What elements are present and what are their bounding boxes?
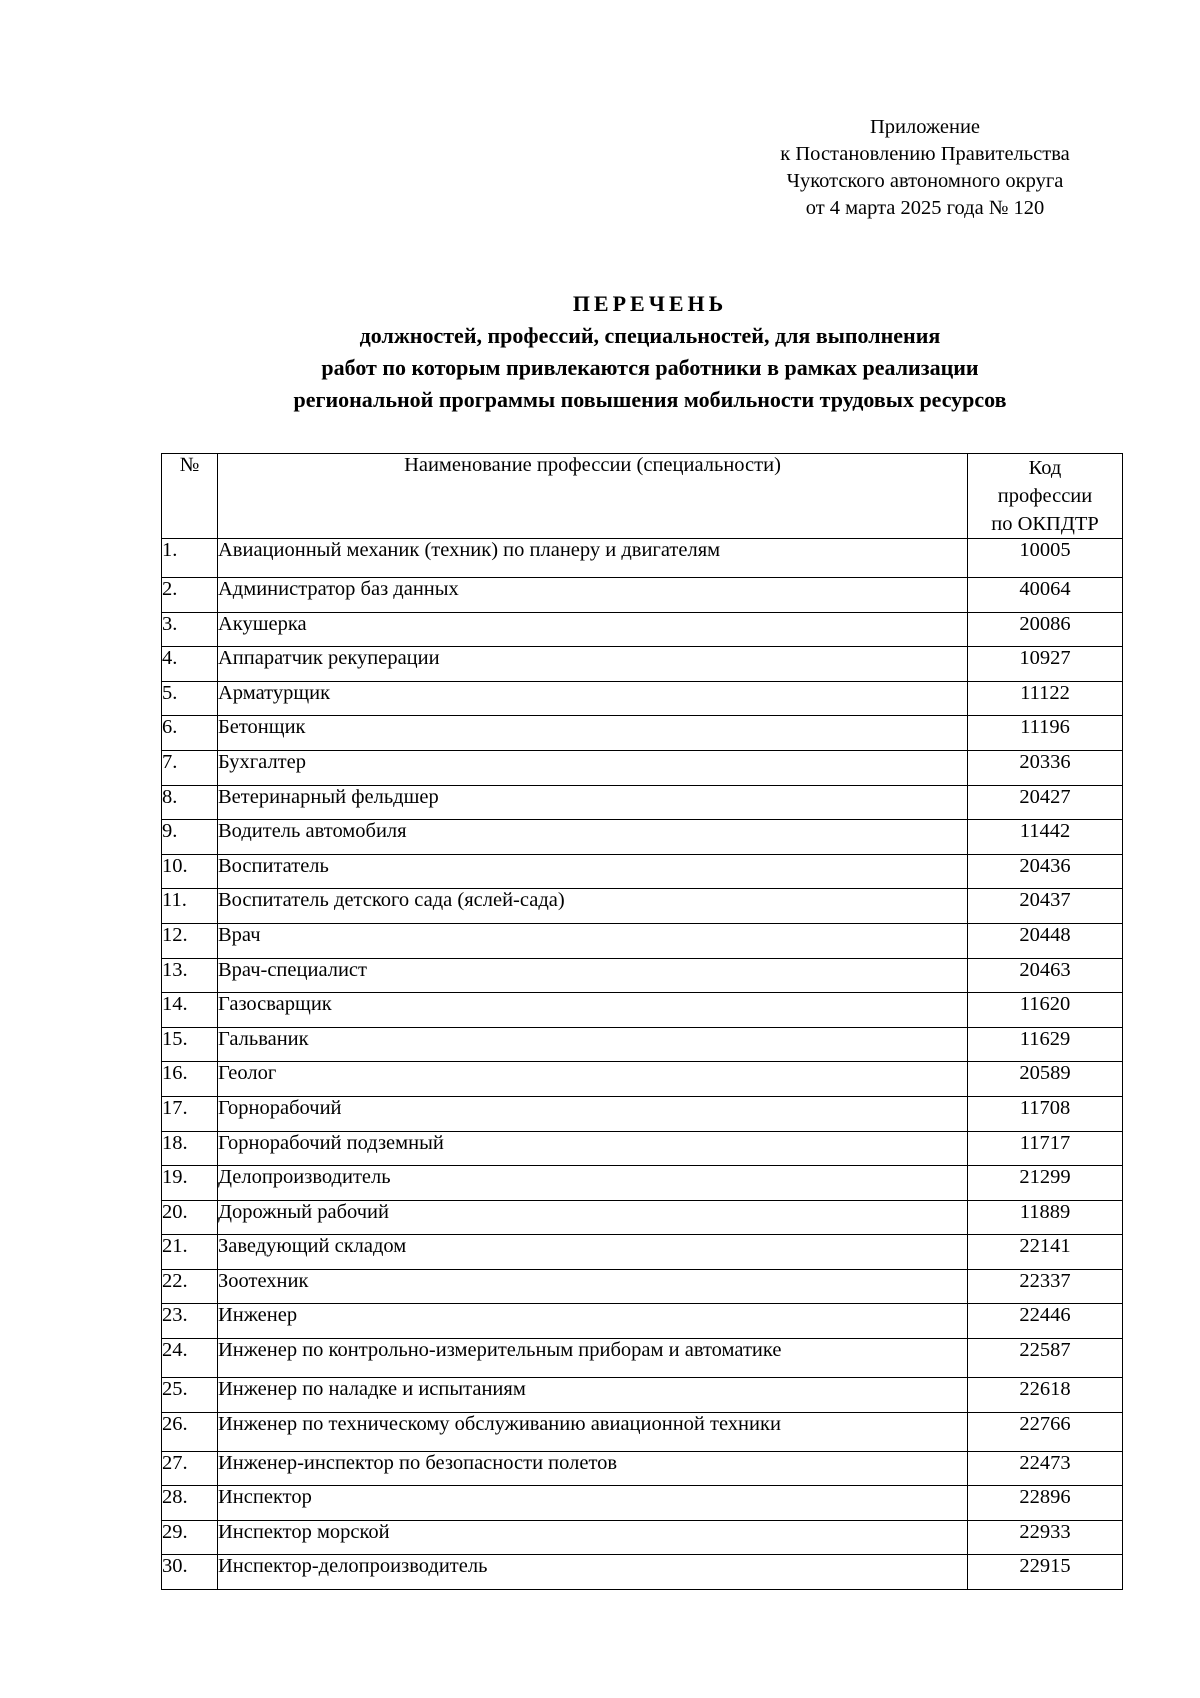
row-number: 26. — [162, 1412, 218, 1451]
profession-name: Арматурщик — [218, 681, 968, 716]
table-row — [162, 785, 1123, 820]
row-number: 18. — [162, 1131, 218, 1166]
profession-code: 20589 — [968, 1062, 1123, 1097]
profession-code: 11196 — [968, 716, 1123, 751]
profession-code: 20336 — [968, 750, 1123, 785]
row-number: 22. — [162, 1269, 218, 1304]
profession-code: 22915 — [968, 1555, 1123, 1590]
profession-name: Акушерка — [218, 612, 968, 647]
table-row — [162, 1096, 1123, 1131]
profession-code: 20437 — [968, 889, 1123, 924]
row-number: 25. — [162, 1378, 218, 1413]
table-row — [162, 1166, 1123, 1201]
profession-name: Зоотехник — [218, 1269, 968, 1304]
document-title: ПЕРЕЧЕНЬ — [572, 291, 728, 316]
row-number: 9. — [162, 820, 218, 855]
appendix-line-4: от 4 марта 2025 года № 120 — [805, 197, 1045, 219]
profession-code: 22896 — [968, 1486, 1123, 1521]
profession-name: Гальваник — [218, 1027, 968, 1062]
row-number: 11. — [162, 889, 218, 924]
table-row — [162, 612, 1123, 647]
appendix-line-3: Чукотского автономного округа — [786, 170, 1064, 192]
profession-name: Геолог — [218, 1062, 968, 1097]
row-number: 23. — [162, 1304, 218, 1339]
profession-code: 21299 — [968, 1166, 1123, 1201]
row-number: 24. — [162, 1339, 218, 1378]
document-subtitle-line-1: должностей, профессий, специальностей, для выполнения — [359, 323, 941, 348]
row-number: 21. — [162, 1235, 218, 1270]
row-number: 5. — [162, 681, 218, 716]
row-number: 1. — [162, 539, 218, 578]
profession-code: 11717 — [968, 1131, 1123, 1166]
profession-name: Врач-специалист — [218, 958, 968, 993]
row-number: 7. — [162, 750, 218, 785]
profession-name: Бухгалтер — [218, 750, 968, 785]
row-number: 27. — [162, 1451, 218, 1486]
profession-code: 20436 — [968, 854, 1123, 889]
profession-name: Бетонщик — [218, 716, 968, 751]
table-row — [162, 1555, 1123, 1590]
profession-code: 20448 — [968, 923, 1123, 958]
row-number: 2. — [162, 578, 218, 613]
table-row — [162, 750, 1123, 785]
table-row — [162, 1304, 1123, 1339]
table-row — [162, 923, 1123, 958]
profession-code: 11122 — [968, 681, 1123, 716]
profession-code: 10927 — [968, 647, 1123, 682]
profession-name: Инженер-инспектор по безопасности полетов — [218, 1451, 968, 1486]
profession-code: 11629 — [968, 1027, 1123, 1062]
profession-code: 20086 — [968, 612, 1123, 647]
table-row — [162, 578, 1123, 613]
row-number: 8. — [162, 785, 218, 820]
profession-code: 22587 — [968, 1339, 1123, 1378]
profession-name: Аппаратчик рекуперации — [218, 647, 968, 682]
row-number: 14. — [162, 993, 218, 1028]
table-row — [162, 820, 1123, 855]
appendix-line-2: к Постановлению Правительства — [780, 143, 1070, 165]
table-row — [162, 889, 1123, 924]
profession-code: 22618 — [968, 1378, 1123, 1413]
profession-name: Делопроизводитель — [218, 1166, 968, 1201]
row-number: 4. — [162, 647, 218, 682]
profession-code: 22446 — [968, 1304, 1123, 1339]
table-row — [162, 854, 1123, 889]
profession-code: 11889 — [968, 1200, 1123, 1235]
document-subtitle-line-3: региональной программы повышения мобильности трудовых ресурсов — [293, 387, 1007, 412]
header-code-line-2: профессии — [997, 485, 1093, 507]
table-body — [162, 539, 1123, 1590]
table-row — [162, 1412, 1123, 1451]
row-number: 13. — [162, 958, 218, 993]
profession-name: Воспитатель — [218, 854, 968, 889]
professions-table — [161, 453, 1123, 1590]
table-row — [162, 716, 1123, 751]
profession-code: 11708 — [968, 1096, 1123, 1131]
appendix-block — [755, 114, 1095, 222]
profession-code: 11442 — [968, 820, 1123, 855]
table-row — [162, 1451, 1123, 1486]
header-profession-code — [968, 454, 1123, 539]
header-code-line-3: по ОКПДТР — [991, 513, 1099, 535]
profession-code: 22933 — [968, 1520, 1123, 1555]
table-row — [162, 1062, 1123, 1097]
table-row — [162, 1235, 1123, 1270]
table-row — [162, 1339, 1123, 1378]
appendix-line-1: Приложение — [869, 116, 981, 138]
document-heading — [0, 288, 1200, 416]
row-number: 10. — [162, 854, 218, 889]
profession-code: 20463 — [968, 958, 1123, 993]
row-number: 16. — [162, 1062, 218, 1097]
profession-name: Заведующий складом — [218, 1235, 968, 1270]
document-subtitle-line-2: работ по которым привлекаются работники в рамках реализации — [321, 355, 979, 380]
table-row — [162, 1486, 1123, 1521]
row-number: 3. — [162, 612, 218, 647]
row-number: 28. — [162, 1486, 218, 1521]
profession-code: 22766 — [968, 1412, 1123, 1451]
profession-name: Инженер по наладке и испытаниям — [218, 1378, 968, 1413]
profession-name: Инженер по техническому обслуживанию авиационной техники — [218, 1412, 968, 1451]
row-number: 15. — [162, 1027, 218, 1062]
row-number: 12. — [162, 923, 218, 958]
header-code-line-1: Код — [1028, 457, 1062, 479]
row-number: 19. — [162, 1166, 218, 1201]
header-number: № — [162, 454, 218, 539]
table-row — [162, 1131, 1123, 1166]
profession-code: 10005 — [968, 539, 1123, 578]
profession-name: Газосварщик — [218, 993, 968, 1028]
row-number: 17. — [162, 1096, 218, 1131]
profession-code: 22141 — [968, 1235, 1123, 1270]
profession-name: Горнорабочий — [218, 1096, 968, 1131]
profession-name: Инспектор-делопроизводитель — [218, 1555, 968, 1590]
profession-code: 22473 — [968, 1451, 1123, 1486]
profession-name: Администратор баз данных — [218, 578, 968, 613]
profession-code: 40064 — [968, 578, 1123, 613]
table-row — [162, 539, 1123, 578]
row-number: 30. — [162, 1555, 218, 1590]
profession-name: Горнорабочий подземный — [218, 1131, 968, 1166]
profession-name: Водитель автомобиля — [218, 820, 968, 855]
profession-name: Воспитатель детского сада (яслей-сада) — [218, 889, 968, 924]
table-row — [162, 1027, 1123, 1062]
profession-name: Инспектор морской — [218, 1520, 968, 1555]
table-row — [162, 681, 1123, 716]
header-profession-name: Наименование профессии (специальности) — [218, 454, 968, 539]
table-row — [162, 647, 1123, 682]
profession-code: 22337 — [968, 1269, 1123, 1304]
row-number: 20. — [162, 1200, 218, 1235]
profession-name: Дорожный рабочий — [218, 1200, 968, 1235]
profession-name: Ветеринарный фельдшер — [218, 785, 968, 820]
profession-name: Инженер по контрольно-измерительным приборам и автоматике — [218, 1339, 968, 1378]
table-row — [162, 1200, 1123, 1235]
table-row — [162, 1520, 1123, 1555]
table-row — [162, 958, 1123, 993]
profession-name: Инженер — [218, 1304, 968, 1339]
profession-code: 20427 — [968, 785, 1123, 820]
profession-code: 11620 — [968, 993, 1123, 1028]
profession-name: Авиационный механик (техник) по планеру и двигателям — [218, 539, 968, 578]
row-number: 29. — [162, 1520, 218, 1555]
table-row — [162, 993, 1123, 1028]
profession-name: Инспектор — [218, 1486, 968, 1521]
row-number: 6. — [162, 716, 218, 751]
profession-name: Врач — [218, 923, 968, 958]
table-row — [162, 1269, 1123, 1304]
table-header-row — [162, 454, 1123, 539]
table-row — [162, 1378, 1123, 1413]
